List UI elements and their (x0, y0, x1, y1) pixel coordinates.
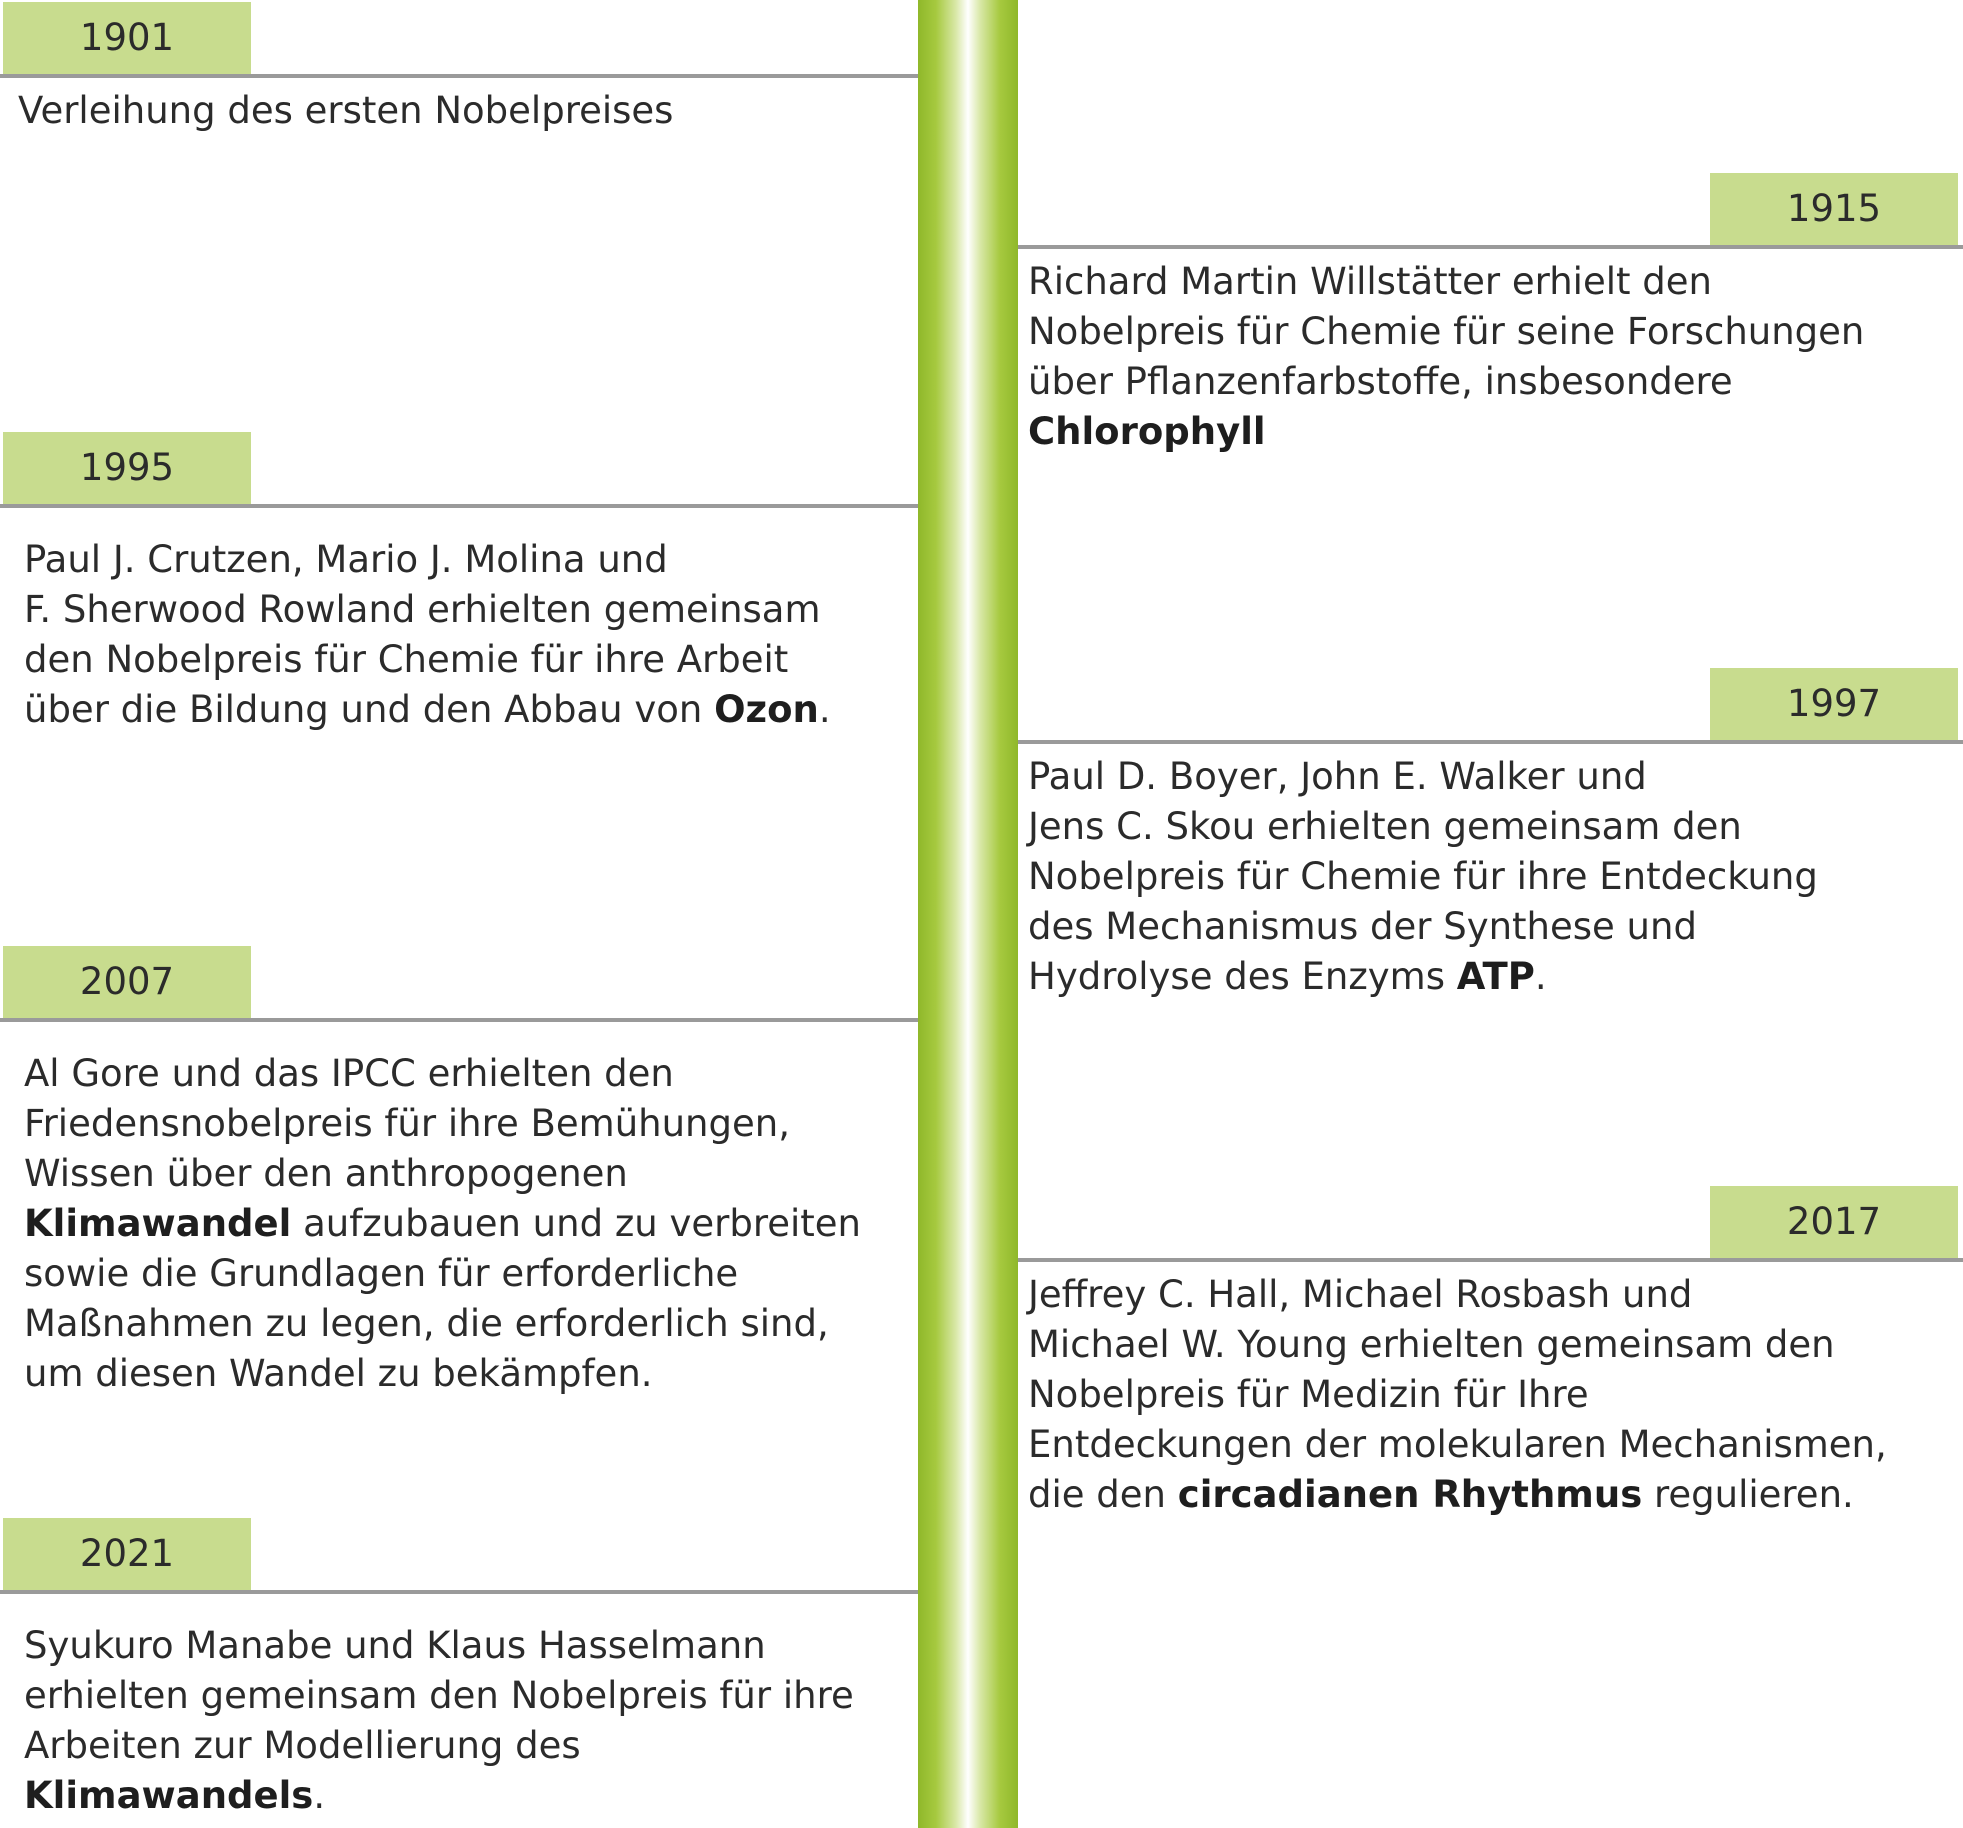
highlight-term: Klimawandels (24, 1774, 314, 1817)
timeline-event-2017 (1018, 1186, 1963, 1746)
description-line: Friedensnobelpreis für ihre Bemühungen, (24, 1102, 790, 1145)
year-label: 1995 (3, 432, 251, 504)
divider (1018, 245, 1963, 249)
description-line: Paul J. Crutzen, Mario J. Molina und (24, 538, 668, 581)
description-line: Jens C. Skou erhielten gemeinsam den (1028, 805, 1742, 848)
timeline-event-1915 (1018, 173, 1963, 733)
highlight-term: circadianen Rhythmus (1177, 1473, 1643, 1516)
description-line: Jeffrey C. Hall, Michael Rosbash und (1028, 1273, 1693, 1316)
description-line: Maßnahmen zu legen, die erforderlich sind, (24, 1302, 829, 1345)
description-line: Al Gore und das IPCC erhielten den (24, 1052, 674, 1095)
description-line: Arbeiten zur Modellierung des (24, 1724, 581, 1767)
description-line: Entdeckungen der molekularen Mechanismen, (1028, 1423, 1887, 1466)
divider (1018, 1258, 1963, 1262)
description-line: Wissen über den anthropogenen (24, 1152, 628, 1195)
event-description (24, 535, 904, 735)
event-description (1028, 752, 1948, 1002)
description-line: den Nobelpreis für Chemie für ihre Arbeit (24, 638, 789, 681)
description-line: sowie die Grundlagen für erforderliche (24, 1252, 739, 1295)
year-label: 2017 (1710, 1186, 1958, 1258)
description-line: Paul D. Boyer, John E. Walker und (1028, 755, 1647, 798)
description-suffix: regulieren. (1642, 1473, 1854, 1516)
description-line: um diesen Wandel zu bekämpfen. (24, 1352, 653, 1395)
timeline-event-1995 (0, 432, 918, 992)
description-line: Michael W. Young erhielten gemeinsam den (1028, 1323, 1835, 1366)
description-line: des Mechanismus der Synthese und (1028, 905, 1697, 948)
divider (0, 504, 918, 508)
event-description (24, 1621, 904, 1821)
divider (0, 74, 918, 78)
description-suffix: . (313, 1774, 326, 1817)
description-line: Richard Martin Willstätter erhielt den (1028, 260, 1712, 303)
year-label: 1997 (1710, 668, 1958, 740)
description-line: die den (1028, 1473, 1178, 1516)
highlight-term: Chlorophyll (1028, 410, 1266, 453)
description-line: Syukuro Manabe und Klaus Hasselmann (24, 1624, 766, 1667)
divider (0, 1590, 918, 1594)
divider (1018, 740, 1963, 744)
description-suffix: aufzubauen und zu verbreiten (291, 1202, 861, 1245)
timeline-event-1997 (1018, 668, 1963, 1228)
description-line: erhielten gemeinsam den Nobelpreis für ihre (24, 1674, 854, 1717)
description-line: Nobelpreis für Chemie für seine Forschungen (1028, 310, 1865, 353)
description-line: Nobelpreis für Chemie für ihre Entdeckung (1028, 855, 1818, 898)
timeline-event-2021 (0, 1518, 918, 1818)
year-label: 1901 (3, 2, 251, 74)
event-description (24, 1049, 904, 1399)
highlight-term: ATP (1456, 955, 1535, 998)
description-line: F. Sherwood Rowland erhielten gemeinsam (24, 588, 821, 631)
highlight-term: Klimawandel (24, 1202, 292, 1245)
description-line: über die Bildung und den Abbau von (24, 688, 715, 731)
event-description (18, 86, 898, 136)
description-line: Verleihung des ersten Nobelpreises (18, 89, 674, 132)
event-description (1028, 257, 1948, 457)
description-line: Nobelpreis für Medizin für Ihre (1028, 1373, 1589, 1416)
divider (0, 1018, 918, 1022)
description-line: über Pflanzenfarbstoffe, insbesondere (1028, 360, 1733, 403)
highlight-term: Ozon (714, 688, 819, 731)
description-suffix: . (818, 688, 831, 731)
event-description (1028, 1270, 1948, 1520)
description-line: Hydrolyse des Enzyms (1028, 955, 1457, 998)
year-label: 2007 (3, 946, 251, 1018)
description-suffix: . (1534, 955, 1547, 998)
timeline-event-2007 (0, 946, 918, 1426)
year-label: 2021 (3, 1518, 251, 1590)
year-label: 1915 (1710, 173, 1958, 245)
timeline-bar (918, 0, 1018, 1828)
